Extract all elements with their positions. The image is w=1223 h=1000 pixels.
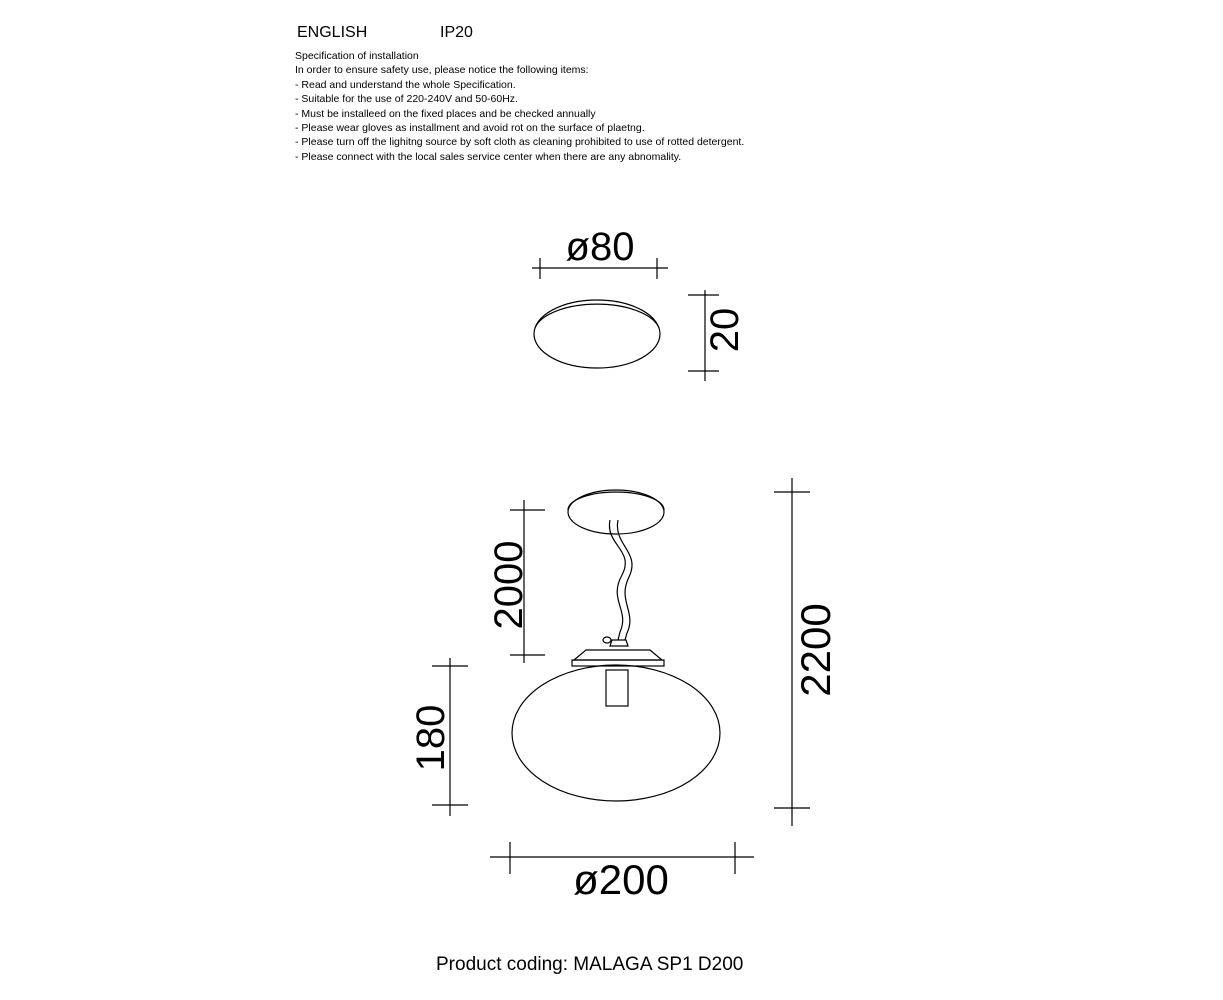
shade-diameter-label: ø200	[573, 856, 669, 903]
canopy-diameter-label: ø80	[565, 225, 635, 269]
canopy-height-label: 20	[703, 307, 747, 353]
cable	[609, 520, 625, 640]
product-coding: Product coding: MALAGA SP1 D200	[436, 954, 744, 975]
shade-diameter-dimension	[490, 842, 754, 903]
spec-intro: In order to ensure safety use, please notice the following items:	[295, 64, 589, 77]
spec-item: - Must be installeed on the fixed places and be checked annually	[295, 107, 596, 120]
spec-item: - Suitable for the use of 220-240V and 50-60Hz.	[295, 93, 518, 106]
spec-title: Specification of installation	[295, 50, 419, 62]
cable-length-label: 2000	[487, 540, 531, 630]
spec-item: - Please wear gloves as installment and avoid rot on the surface of plaetng.	[295, 122, 645, 135]
shade-height-label: 180	[409, 704, 453, 772]
pendant-lamp-drawing	[512, 490, 720, 801]
overall-height-dimension	[774, 478, 839, 826]
canopy-drawing	[534, 300, 660, 368]
overall-height-label: 2200	[792, 603, 839, 697]
spec-item: - Read and understand the whole Specification.	[295, 78, 516, 91]
shade-height-dimension	[409, 658, 468, 816]
lamp-cap	[574, 650, 662, 660]
canopy-diameter-dimension	[532, 225, 668, 279]
ip-rating: IP20	[440, 24, 473, 41]
spec-item: - Please connect with the local sales service center when there are any abnomality.	[295, 150, 682, 163]
spec-item: - Please turn off the lighitng source by soft cloth as cleaning prohibited to use of rotted detergent.	[295, 136, 745, 149]
language-label: ENGLISH	[297, 24, 368, 41]
lamp-socket	[606, 670, 628, 706]
canopy-height-dimension	[688, 290, 747, 381]
cable-length-dimension	[487, 500, 545, 663]
